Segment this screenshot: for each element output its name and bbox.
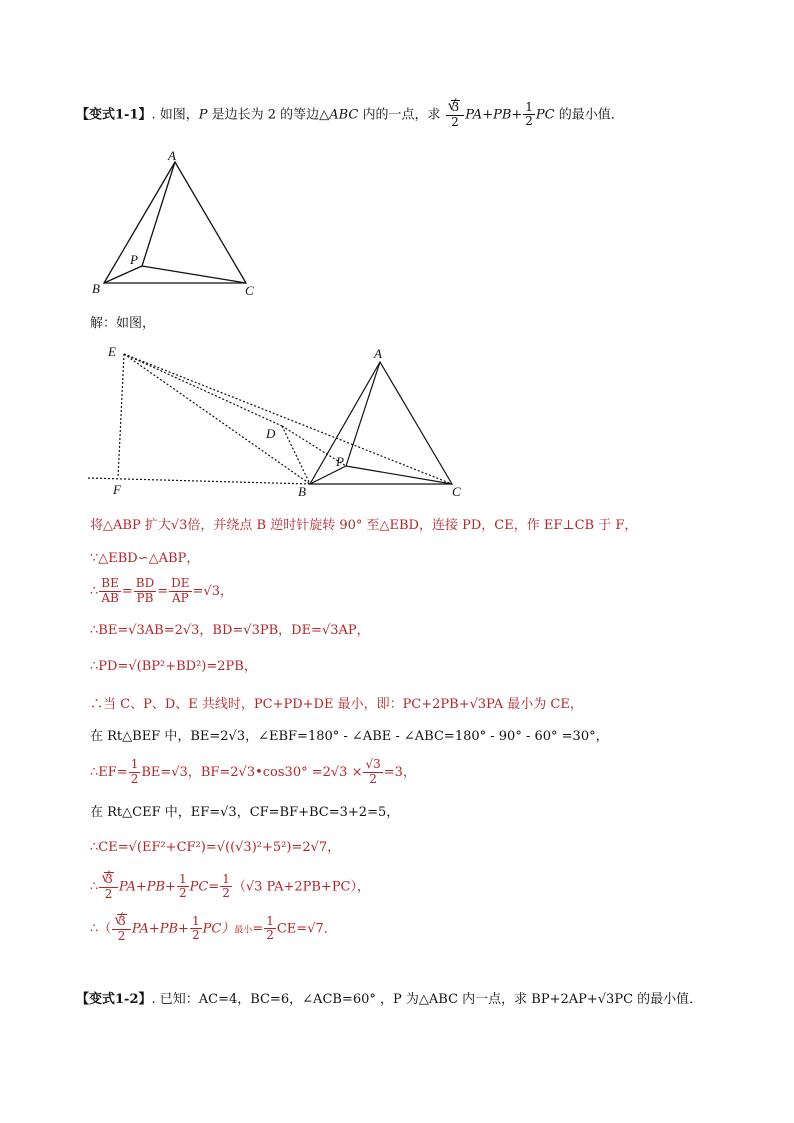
fraction-sqrt3-over-2 bbox=[112, 914, 131, 944]
step-10: ∴CE=√(EF²+CF²)=√((√3)²+5²)=2√7， bbox=[90, 840, 341, 855]
denominator: 2 bbox=[266, 928, 274, 943]
numerator: 1 bbox=[525, 99, 533, 114]
step-11 bbox=[90, 872, 370, 902]
numerator: 1 bbox=[178, 871, 187, 886]
denominator: AB bbox=[101, 590, 119, 605]
denominator: 2 bbox=[369, 771, 377, 786]
fraction-be-ab bbox=[99, 577, 121, 606]
step-3-tail: =√3， bbox=[192, 583, 233, 599]
label-e: E bbox=[108, 344, 116, 359]
problem-1-statement bbox=[76, 100, 624, 130]
therefore-symbol: ∴ bbox=[90, 879, 99, 895]
label-a: A bbox=[374, 346, 382, 361]
radicand: 3 bbox=[451, 100, 460, 114]
subscript-minimum: 最小 bbox=[234, 925, 253, 936]
expression: PA+PB+ bbox=[465, 107, 523, 123]
equals: = bbox=[252, 921, 264, 937]
problem-2-tag: 【变式1-2】 bbox=[76, 992, 152, 1007]
radicand: 3 bbox=[118, 914, 126, 928]
fraction-sqrt3-over-2 bbox=[363, 758, 382, 787]
fraction-half bbox=[523, 101, 535, 130]
fraction-half bbox=[220, 873, 232, 902]
problem-1-text: 的最小值． bbox=[554, 107, 624, 123]
triangle-label: ABC bbox=[329, 107, 359, 123]
step-6: ∴当 C、P、D、E 共线时，PC+PD+DE 最小，即：PC+2PB+√3PA 最小为 CE， bbox=[90, 697, 583, 712]
denominator: PB bbox=[136, 590, 154, 605]
expression: PC bbox=[535, 107, 555, 123]
label-b: B bbox=[92, 281, 100, 296]
step-12 bbox=[90, 914, 337, 944]
numerator: 1 bbox=[191, 913, 200, 928]
step-1: 将△ABP 扩大√3倍，并绕点 B 逆时针旋转 90° 至△EBD，连接 PD，CE，作 EF⊥CB 于 F， bbox=[90, 518, 638, 533]
problem-2-text: . 已知：AC=4，BC=6，∠ACB=60° ，P 为△ABC 内一点，求 BP+2AP+√3PC 的最小值． bbox=[151, 992, 703, 1007]
segment-pa bbox=[142, 162, 175, 266]
segment-ed bbox=[124, 354, 282, 426]
label-c: C bbox=[245, 283, 254, 298]
step-8-prefix: ∴EF= bbox=[90, 764, 128, 780]
fraction-sqrt3-over-2 bbox=[446, 100, 465, 130]
step-5: ∴PD=√(BP²+BD²)=2PB， bbox=[90, 659, 257, 674]
problem-1-text: 是边长为 2 的等边△ bbox=[207, 107, 330, 123]
step-3 bbox=[90, 577, 233, 606]
therefore-symbol: ∴ bbox=[90, 583, 99, 599]
denominator: 2 bbox=[191, 928, 200, 943]
label-a: A bbox=[168, 148, 176, 163]
denominator: 2 bbox=[525, 114, 533, 129]
segment-db bbox=[282, 426, 310, 484]
step-12-prefix: ∴（ bbox=[90, 921, 112, 937]
fraction-de-ap bbox=[169, 577, 191, 606]
expression: PC） bbox=[202, 921, 235, 937]
denominator: 2 bbox=[117, 928, 126, 943]
numerator: √3 bbox=[365, 757, 381, 771]
problem-2-statement bbox=[76, 992, 702, 1008]
label-p: P bbox=[336, 454, 344, 469]
fraction-half bbox=[129, 758, 141, 787]
numerator: DE bbox=[171, 576, 190, 590]
fraction-half bbox=[190, 915, 202, 944]
fraction-sqrt3-over-2 bbox=[99, 872, 118, 902]
point-p-label: P bbox=[198, 107, 208, 123]
segment-pc bbox=[142, 266, 246, 283]
step-8-tail: =3， bbox=[383, 764, 416, 780]
step-2: ∵△EBD∽△ABP， bbox=[90, 551, 200, 566]
fraction-half bbox=[177, 873, 189, 902]
fraction-bd-pb bbox=[134, 577, 156, 606]
denominator: 2 bbox=[451, 114, 459, 129]
step-4: ∴BE=√3AB=2√3，BD=√3PB，DE=√3AP， bbox=[90, 623, 370, 638]
expression: PA+PB+ bbox=[131, 921, 189, 937]
problem-1-text: . 如图， bbox=[151, 107, 199, 123]
denominator: 2 bbox=[104, 886, 113, 901]
denominator: 2 bbox=[222, 886, 230, 901]
denominator: AP bbox=[171, 590, 189, 605]
triangle-abc-2 bbox=[310, 362, 452, 484]
numerator: BD bbox=[135, 576, 155, 590]
expression: PA+PB+ bbox=[118, 879, 176, 895]
radicand: 3 bbox=[105, 872, 113, 886]
denominator: 2 bbox=[178, 886, 187, 901]
segment-pb bbox=[104, 266, 142, 283]
step-9: 在 Rt△CEF 中，EF=√3，CF=BF+BC=3+2=5， bbox=[90, 805, 400, 820]
numerator: 1 bbox=[266, 913, 274, 928]
denominator: 2 bbox=[130, 771, 139, 786]
label-b: B bbox=[298, 484, 306, 499]
step-8-middle: BE=√3，BF=2√3•cos30° =2√3 × bbox=[141, 764, 363, 780]
segment-ef bbox=[118, 354, 124, 478]
numerator: BE bbox=[101, 576, 119, 590]
equals: = bbox=[157, 583, 169, 599]
label-p: P bbox=[130, 252, 138, 267]
segment-ap bbox=[346, 362, 380, 466]
line-fb-extension bbox=[88, 478, 310, 484]
triangle-abc bbox=[104, 162, 246, 283]
step-7: 在 Rt△BEF 中，BE=2√3，∠EBF=180° - ∠ABE - ∠ABC=180° - 90° - 60° =30°， bbox=[90, 729, 609, 744]
segment-eb bbox=[124, 354, 310, 484]
step-11-tail: （√3 PA+2PB+PC）， bbox=[232, 879, 371, 895]
solution-label: 解：如图， bbox=[90, 316, 156, 331]
numerator: 1 bbox=[222, 871, 230, 886]
expression: PC= bbox=[189, 879, 220, 895]
fraction-half bbox=[264, 915, 276, 944]
step-12-tail: CE=√7． bbox=[276, 921, 337, 937]
label-d: D bbox=[266, 426, 276, 441]
label-c: C bbox=[452, 484, 461, 499]
segment-cp bbox=[346, 466, 452, 484]
problem-1-tag: 【变式1-1】 bbox=[76, 107, 152, 123]
equals: = bbox=[121, 583, 133, 599]
segment-ec bbox=[124, 354, 452, 484]
segment-bp bbox=[310, 466, 346, 484]
step-8 bbox=[90, 758, 416, 787]
numerator: 1 bbox=[130, 757, 139, 771]
problem-1-text: 内的一点，求 bbox=[358, 107, 441, 123]
segment-dp bbox=[282, 426, 346, 466]
label-f: F bbox=[113, 482, 121, 497]
